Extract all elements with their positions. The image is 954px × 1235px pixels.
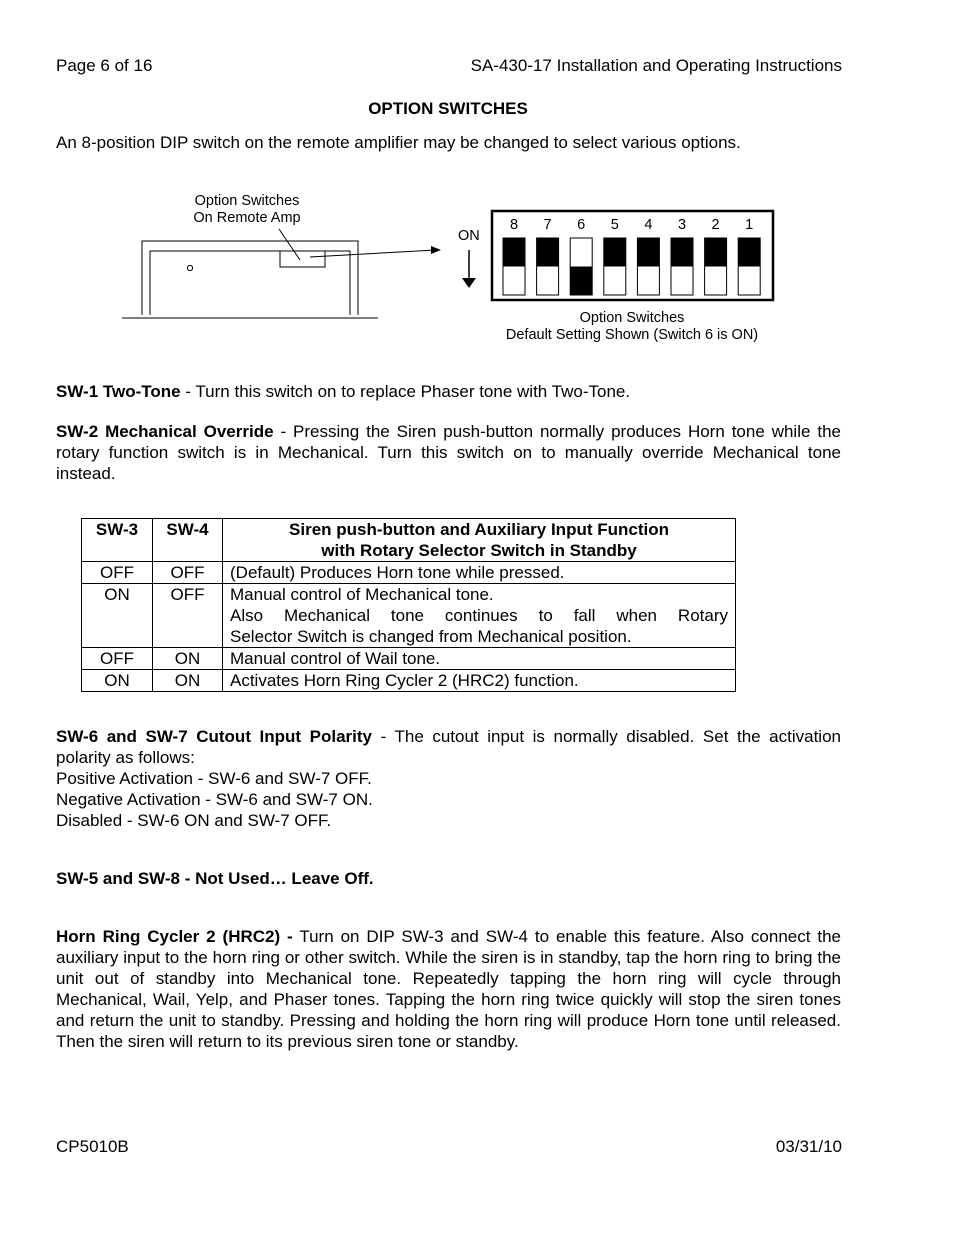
sw1-text: - Turn this switch on to replace Phaser tone with Two-Tone. xyxy=(180,382,631,401)
cell-sw4: ON xyxy=(153,670,223,692)
cell-function-line: Also Mechanical tone continues to fall when Rotary xyxy=(230,606,728,625)
cell-function xyxy=(223,584,736,648)
document-date: 03/31/10 xyxy=(775,1137,842,1156)
amp-label-line1: Option Switches xyxy=(194,193,300,209)
caption-line2: Default Setting Shown (Switch 6 is ON) xyxy=(505,327,759,343)
table-header-row xyxy=(82,519,736,562)
cell-function-line: Manual control of Mechanical tone. xyxy=(230,585,494,604)
switch-number: 1 xyxy=(745,217,754,233)
label-pointer-line xyxy=(279,229,300,260)
header-function-line1: Siren push-button and Auxiliary Input Function xyxy=(289,520,669,539)
dip-switch-diagram xyxy=(0,180,954,350)
switch-number: 7 xyxy=(543,217,552,233)
dip-switch-body xyxy=(492,211,773,300)
on-label: ON xyxy=(458,228,480,244)
table-row xyxy=(82,584,736,648)
section-title: OPTION SWITCHES xyxy=(368,99,528,118)
table-row xyxy=(82,670,736,692)
page-number: Page 6 of 16 xyxy=(56,56,153,75)
header-sw4: SW-4 xyxy=(153,519,223,562)
header-function-line2: with Rotary Selector Switch in Standby xyxy=(321,541,637,560)
hrc2-label: Horn Ring Cycler 2 (HRC2) - xyxy=(56,927,293,946)
polarity-line: Disabled - SW-6 ON and SW-7 OFF. xyxy=(56,811,332,830)
switch-knob-off xyxy=(537,238,559,267)
table-row xyxy=(82,562,736,584)
sw67-label: SW-6 and SW-7 Cutout Input Polarity xyxy=(56,727,373,746)
amp-label-line2: On Remote Amp xyxy=(193,210,301,226)
sw67-text: - The cutout input is normally disabled. Set the activation polarity as follows: xyxy=(56,727,841,767)
hrc2-paragraph xyxy=(56,926,841,1052)
caption-line1: Option Switches xyxy=(579,310,685,326)
cell-function: Activates Horn Ring Cycler 2 (HRC2) function. xyxy=(223,670,736,692)
polarity-line: Positive Activation - SW-6 and SW-7 OFF. xyxy=(56,769,372,788)
sw2-label: SW-2 Mechanical Override xyxy=(56,422,274,441)
header-sw3: SW-3 xyxy=(82,519,153,562)
options-table xyxy=(81,518,736,692)
switch-number: 6 xyxy=(577,217,586,233)
switch-knob-off xyxy=(738,238,760,267)
remote-amp-outline xyxy=(122,241,378,318)
switch-knob-on xyxy=(570,267,592,296)
cell-function: (Default) Produces Horn tone while pressed. xyxy=(223,562,736,584)
polarity-list xyxy=(56,768,373,831)
cell-sw3: ON xyxy=(82,584,153,648)
cell-function-line: Selector Switch is changed from Mechanical position. xyxy=(230,627,632,646)
switch-number: 5 xyxy=(610,217,619,233)
switch-knob-off xyxy=(705,238,727,267)
document-title: SA-430-17 Installation and Operating Instructions xyxy=(470,56,842,75)
sw1-label: SW-1 Two-Tone xyxy=(56,382,181,401)
cell-sw4: OFF xyxy=(153,584,223,648)
switch-number: 2 xyxy=(711,217,720,233)
cell-sw4: OFF xyxy=(153,562,223,584)
cell-sw3: ON xyxy=(82,670,153,692)
switch-knob-off xyxy=(637,238,659,267)
switch-knob-off xyxy=(671,238,693,267)
cell-function: Manual control of Wail tone. xyxy=(223,648,736,670)
switch-group xyxy=(503,217,760,295)
switch-number: 8 xyxy=(509,217,519,233)
cell-sw3: OFF xyxy=(82,562,153,584)
sw2-text: - Pressing the Siren push-button normally produces Horn tone while the rotary function switch is in Mechanical. Turn this switch on to manually override Mechanical tone instead. xyxy=(56,422,841,483)
arrow-head-icon xyxy=(431,246,441,254)
switch-number: 3 xyxy=(677,217,687,233)
intro-text: An 8-position DIP switch on the remote amplifier may be changed to select various options. xyxy=(56,133,741,152)
header-function xyxy=(223,519,736,562)
switch-knob-off xyxy=(604,238,626,267)
polarity-line: Negative Activation - SW-6 and SW-7 ON. xyxy=(56,790,373,809)
table-row xyxy=(82,648,736,670)
sw2-paragraph xyxy=(56,421,841,484)
document-code: CP5010B xyxy=(56,1137,129,1156)
hrc2-text: Turn on DIP SW-3 and SW-4 to enable this feature. Also connect the auxiliary input to the horn ring or other switch. While the siren is in standby, tap the horn ring to bring the unit out of standby into Mechanical tone. Repeatedly tapping the horn ring will cycle through Mechanical, Wail, Yelp, and Phaser tones. Tapping the horn ring twice quickly will stop the siren tones and return the unit to standby. Pressing and holding the horn ring will produce Horn tone until released. Then the siren will return to its previous siren tone or standby. xyxy=(56,927,842,1051)
switch-knob-off xyxy=(503,238,525,267)
sw1-paragraph xyxy=(56,381,841,402)
cell-sw4: ON xyxy=(153,648,223,670)
down-arrow-icon xyxy=(462,278,476,288)
cell-sw3: OFF xyxy=(82,648,153,670)
switch-number: 4 xyxy=(644,217,653,233)
sw58-note: SW-5 and SW-8 - Not Used… Leave Off. xyxy=(56,869,374,888)
sw67-paragraph xyxy=(56,726,841,768)
